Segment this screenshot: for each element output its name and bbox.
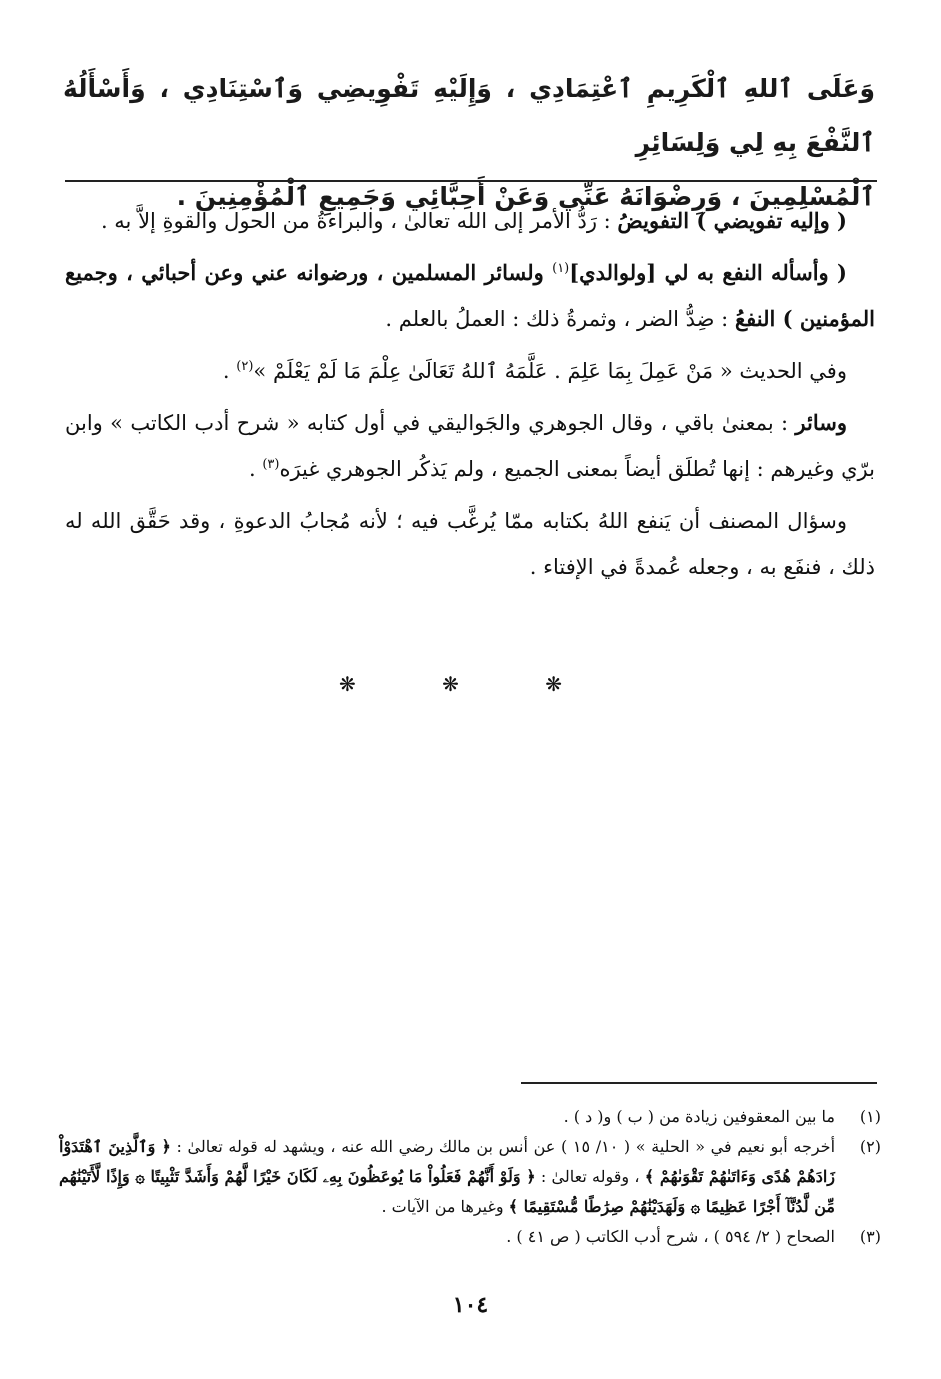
commentary-text: . <box>222 359 237 383</box>
commentary-lemma: ( وإليه تفويضي ) التفويضُ <box>617 208 847 233</box>
main-divider <box>65 180 877 182</box>
commentary-paragraph-3 <box>65 348 875 394</box>
footnote-number: (٣) <box>859 1227 881 1246</box>
section-separator: ❋ ❋ ❋ <box>339 672 602 696</box>
footnote-text <box>59 1132 835 1222</box>
commentary-text: وسؤال المصنف أن يَنفع اللهُ بكتابه ممّا يُرغَّب فيه ؛ لأنه مُجابُ الدعوةِ ، وقد حَقَّق الله له ذلك ، فنفَع به ، وجعله عُمدةً في الإفتاء . <box>65 509 875 579</box>
commentary-paragraph-1 <box>65 198 875 244</box>
footnote-ref-2[interactable]: (٢) <box>236 359 254 374</box>
footnote-text: الصحاح ( ٢/ ٥٩٤ ) ، شرح أدب الكاتب ( ص ٤١ ) . <box>506 1227 835 1246</box>
commentary-text: . <box>248 457 263 481</box>
commentary-block <box>65 198 875 596</box>
commentary-lemma: ( وأسأله النفع به لي [ولوالدي] <box>569 260 847 285</box>
footnote-2 <box>59 1132 881 1222</box>
hadith-text: وفي الحديث « مَنْ عَمِلَ بِمَا عَلِمَ . عَلَّمَهُ ٱللهُ تَعَالَىٰ عِلْمَ مَا لَمْ يَعْلَمْ » <box>253 359 847 383</box>
commentary-lemma: وسائر <box>795 410 847 435</box>
footnote-text-part: ، وقوله تعالىٰ : <box>535 1167 645 1186</box>
commentary-lemma: ولسائر المسلمين ، ورضوانه عني وعن أحبائي ، وجميع المؤمنين ) النفعُ <box>65 260 875 331</box>
commentary-paragraph-5 <box>65 498 875 590</box>
footnote-text: ما بين المعقوفين زيادة من ( ب ) و( د ) . <box>563 1107 835 1126</box>
quran-verse: ﴿ وَٱلَّذِينَ ٱهْتَدَوْاْ زَادَهُمْ هُدًى وَءَاتَىٰهُمْ تَقْوَىٰهُمْ ﴾ <box>59 1137 835 1186</box>
commentary-text: : بمعنىٰ باقي ، وقال الجوهري والجَواليقي في أول كتابه « شرح أدب الكاتب » وابن برّي وغيرهم : إنها تُطلَق أيضاً بمعنى الجميع ، ولم يَذكُر الجوهري غيرَه <box>65 411 875 481</box>
commentary-text: : رَدُّ الأمر إلى الله تعالىٰ ، والبراءةُ من الحول والقوةِ إلاَّ به . <box>100 209 618 233</box>
main-text-line-1: وَعَلَى ٱللهِ ٱلْكَرِيمِ ٱعْتِمَادِي ، وَإِلَيْهِ تَفْوِيضِي وَٱسْتِنَادِي ، وَأَسْأَلُهُ ٱلنَّفْعَ بِهِ لِي وَلِسَائِرِ <box>63 74 875 157</box>
commentary-paragraph-2 <box>65 250 875 342</box>
footnotes <box>59 1102 881 1252</box>
footnote-text-part: وغيرها من الآيات . <box>381 1197 509 1216</box>
main-text-line-2: ٱلْمُسْلِمِينَ ، وَرِضْوَانَهُ عَنِّي وَعَنْ أَحِبَّائِي وَجَمِيعِ ٱلْمُؤْمِنِينَ . <box>176 182 875 211</box>
footnote-text-part: أخرجه أبو نعيم في « الحلية » ( ١٠/ ١٥ ) عن أنس بن مالك رضي الله عنه ، ويشهد له قوله تعالىٰ : <box>170 1137 836 1156</box>
page-number: ١٠٤ <box>452 1292 489 1318</box>
footnote-1 <box>59 1102 881 1132</box>
commentary-paragraph-4 <box>65 400 875 492</box>
footnote-divider <box>521 1082 877 1084</box>
footnote-3 <box>59 1222 881 1252</box>
footnote-ref-3[interactable]: (٣) <box>262 457 280 472</box>
footnote-ref-1[interactable]: (١) <box>552 261 570 276</box>
commentary-text: : ضِدُّ الضر ، وثمرةُ ذلك : العملُ بالعلم . <box>385 307 735 331</box>
footnote-number: (٢) <box>859 1137 881 1156</box>
footnote-number: (١) <box>859 1107 881 1126</box>
quran-verse: ﴿ وَلَوْ أَنَّهُمْ فَعَلُواْ مَا يُوعَظُونَ بِهِۦ لَكَانَ خَيْرًا لَّهُمْ وَأَشَدَّ تَثْبِيتًا ۞ وَإِذًا لَّأَتَيْنَٰهُم مِّن لَّدُنَّآ أَجْرًا عَظِيمًا ۞ وَلَهَدَيْنَٰهُمْ صِرَٰطًا مُّسْتَقِيمًا ﴾ <box>59 1167 835 1216</box>
